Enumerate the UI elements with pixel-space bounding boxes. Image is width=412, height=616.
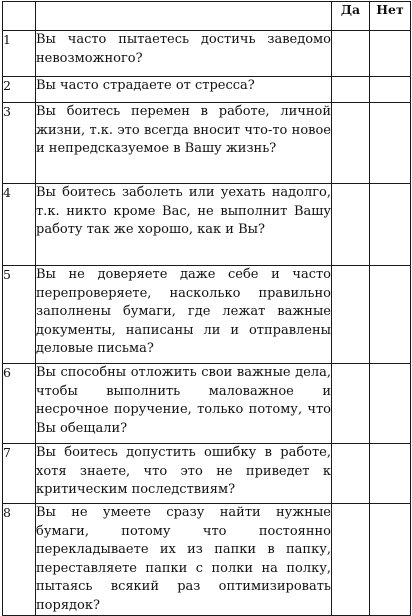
no-answer-cell[interactable] bbox=[370, 77, 411, 103]
yes-answer-cell[interactable] bbox=[332, 504, 370, 616]
questionnaire-table bbox=[2, 1, 411, 616]
header-row bbox=[3, 2, 411, 31]
question-row bbox=[3, 77, 411, 103]
question-row bbox=[3, 184, 411, 266]
question-row bbox=[3, 444, 411, 504]
question-text: Вы часто страдаете от стресса? bbox=[36, 77, 332, 103]
no-answer-cell[interactable] bbox=[370, 103, 411, 184]
header-number-cell bbox=[3, 2, 36, 31]
question-row bbox=[3, 364, 411, 444]
yes-answer-cell[interactable] bbox=[332, 184, 370, 266]
question-number: 7 bbox=[3, 444, 36, 504]
question-text: Вы боитесь заболеть или уехать надолго, т.к. никто кроме Вас, не выполнит Вашу работу так же хорошо, как и Вы? bbox=[36, 184, 332, 266]
yes-answer-cell[interactable] bbox=[332, 103, 370, 184]
question-number: 1 bbox=[3, 31, 36, 77]
no-answer-cell[interactable] bbox=[370, 504, 411, 616]
header-question-cell bbox=[36, 2, 332, 31]
question-number: 2 bbox=[3, 77, 36, 103]
no-answer-cell[interactable] bbox=[370, 31, 411, 77]
question-number: 4 bbox=[3, 184, 36, 266]
question-row bbox=[3, 266, 411, 364]
question-text: Вы боитесь допустить ошибку в работе, хотя знаете, что это не приведет к критическим последствиям? bbox=[36, 444, 332, 504]
header-yes: Да bbox=[332, 2, 370, 31]
no-answer-cell[interactable] bbox=[370, 444, 411, 504]
question-number: 8 bbox=[3, 504, 36, 616]
no-answer-cell[interactable] bbox=[370, 266, 411, 364]
question-text: Вы не умеете сразу найти нужные бумаги, потому что постоянно перекладываете их из папки в папку, переставляете папки с полки на полку, пытаясь всякий раз оптимизировать порядок? bbox=[36, 504, 332, 616]
yes-answer-cell[interactable] bbox=[332, 364, 370, 444]
yes-answer-cell[interactable] bbox=[332, 266, 370, 364]
question-text: Вы способны отложить свои важные дела, чтобы выполнить маловажное и несрочное поручение, только потому, что Вы обещали? bbox=[36, 364, 332, 444]
question-row bbox=[3, 31, 411, 77]
question-number: 6 bbox=[3, 364, 36, 444]
yes-answer-cell[interactable] bbox=[332, 444, 370, 504]
question-row bbox=[3, 504, 411, 616]
question-number: 3 bbox=[3, 103, 36, 184]
question-text: Вы боитесь перемен в работе, личной жизни, т.к. это всегда вносит что-то новое и непредсказуемое в Вашу жизнь? bbox=[36, 103, 332, 184]
yes-answer-cell[interactable] bbox=[332, 31, 370, 77]
no-answer-cell[interactable] bbox=[370, 364, 411, 444]
question-number: 5 bbox=[3, 266, 36, 364]
no-answer-cell[interactable] bbox=[370, 184, 411, 266]
header-no: Нет bbox=[370, 2, 411, 31]
question-text: Вы не доверяете даже себе и часто перепроверяете, насколько правильно заполнены бумаги, где лежат важные документы, написаны ли и отправлены деловые письма? bbox=[36, 266, 332, 364]
yes-answer-cell[interactable] bbox=[332, 77, 370, 103]
question-text: Вы часто пытаетесь достичь заведомо невозможного? bbox=[36, 31, 332, 77]
question-row bbox=[3, 103, 411, 184]
